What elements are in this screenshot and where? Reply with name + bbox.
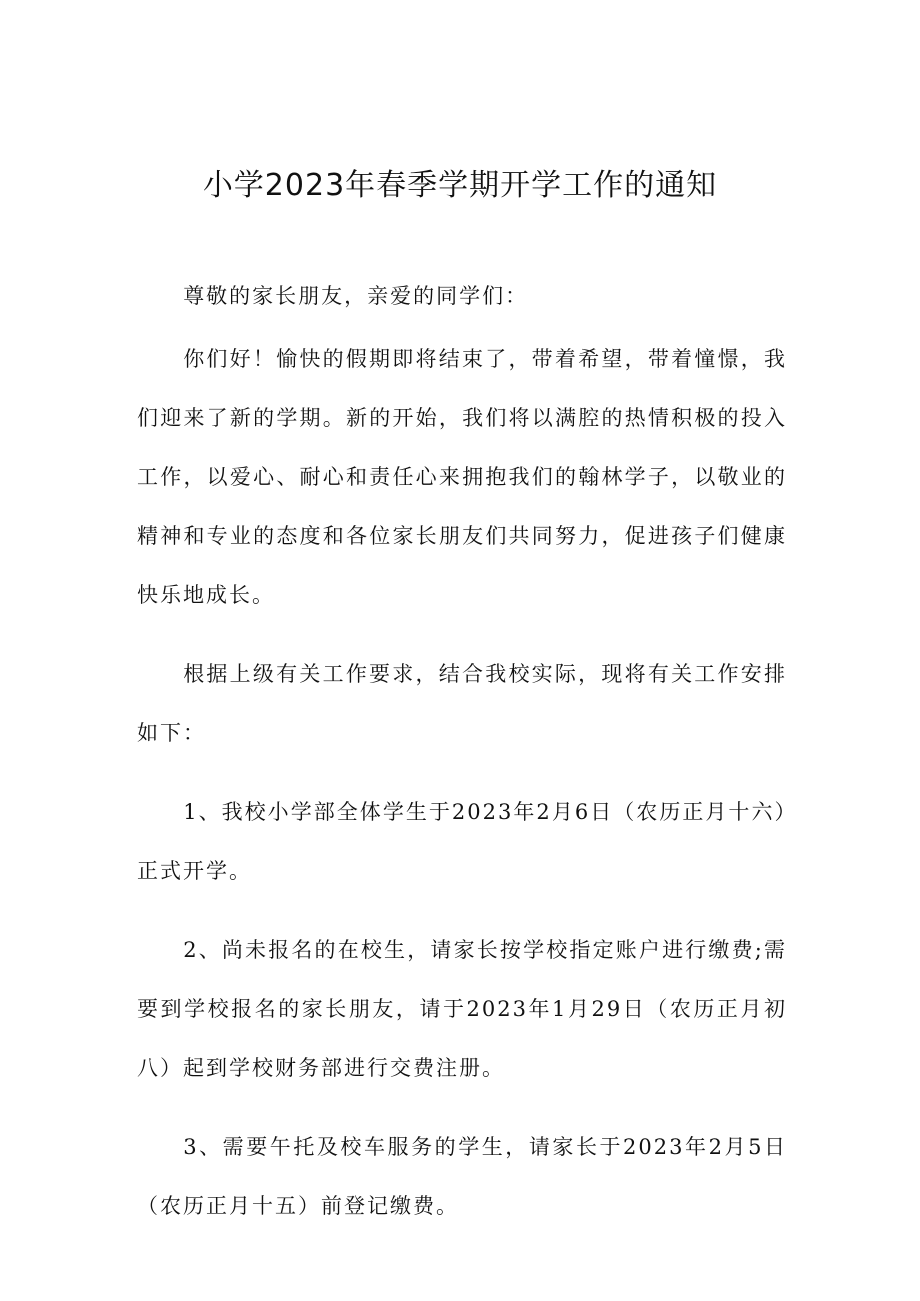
greeting-paragraph: 尊敬的家长朋友，亲爱的同学们：: [183, 284, 529, 308]
item-2-paragraph: 2、尚未报名的在校生，请家长按学校指定账户进行缴费;需要到学校报名的家长朋友，请于2023年1月29日（农历正月初八）起到学校财务部进行交费注册。: [137, 938, 787, 1080]
document-title: 小学2023年春季学期开学工作的通知: [202, 168, 718, 203]
document-body: [137, 267, 787, 1256]
item-3-paragraph: 3、需要午托及校车服务的学生，请家长于2023年2月5日（农历正月十五）前登记缴费。: [137, 1135, 787, 1218]
intro-paragraph: 你们好！愉快的假期即将结束了，带着希望，带着憧憬，我们迎来了新的学期。新的开始，我们将以满腔的热情积极的投入工作，以爱心、耐心和责任心来拥抱我们的翰林学子，以敬业的精神和专业的态度和各位家长朋友们共同努力，促进孩子们健康快乐地成长。: [137, 347, 787, 607]
arrangement-intro-paragraph: 根据上级有关工作要求，结合我校实际，现将有关工作安排如下：: [137, 662, 787, 745]
item-1-paragraph: 1、我校小学部全体学生于2023年2月6日（农历正月十六）正式开学。: [137, 800, 787, 883]
